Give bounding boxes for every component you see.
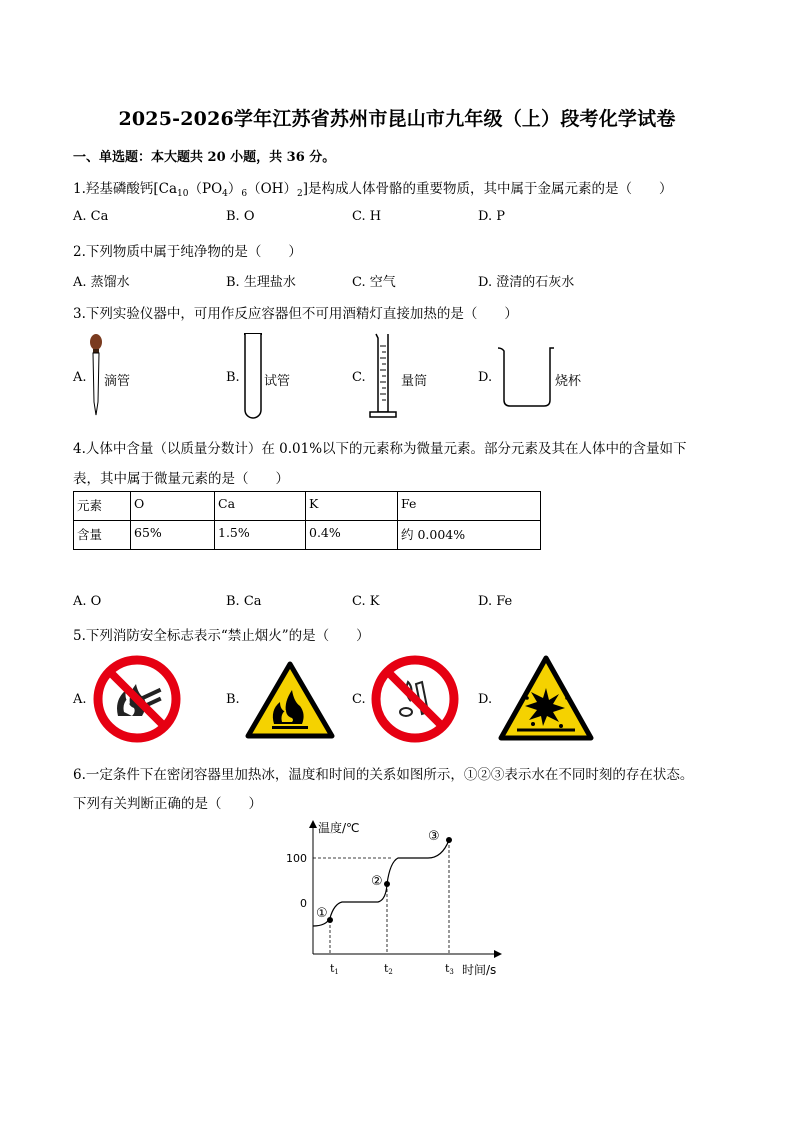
q4-option-d[interactable]: D. Fe (478, 594, 513, 609)
q3-option-b-letter[interactable]: B. (226, 370, 240, 385)
graduated-cylinder-icon (366, 332, 400, 420)
q3-option-d-letter[interactable]: D. (478, 370, 493, 385)
section-heading: 一、单选题：本大题共 20 小题，共 36 分。 (73, 150, 336, 165)
table-cell: 含量 (74, 521, 131, 550)
flammable-warning-sign-icon (244, 660, 336, 740)
q3-option-a-letter[interactable]: A. (73, 370, 87, 385)
table-row (74, 521, 541, 550)
q3-name-b: 试管 (264, 374, 291, 389)
q5-option-b-letter[interactable]: B. (226, 692, 240, 707)
x-tick-t1: t (330, 962, 335, 975)
question-4-line-1: 4.人体中含量（以质量分数计）在 0.01%以下的元素称为微量元素。部分元素及其在人体中的含量如下 (73, 441, 687, 457)
q2-option-b[interactable]: B. 生理盐水 (226, 275, 296, 290)
question-6-line-1: 6.一定条件下在密闭容器里加热冰，温度和时间的关系如图所示，①②③表示水在不同时刻的存在状态。 (73, 767, 694, 783)
y-tick-label: 100 (286, 852, 307, 865)
q3-option-c-letter[interactable]: C. (352, 370, 366, 385)
q1-option-b[interactable]: B. O (226, 209, 255, 224)
table-cell: 1.5% (215, 521, 306, 550)
table-cell: 约 0.004% (398, 521, 541, 550)
beaker-icon (496, 344, 556, 408)
data-point (384, 881, 390, 887)
q3-name-c: 量筒 (401, 374, 428, 389)
table-cell: 0.4% (306, 521, 398, 550)
x-tick-label: t1 (330, 962, 339, 976)
question-1: 1.羟基磷酸钙$[Ca_{10}(PO_4)_6(OH)_2]$是构成人体骨骼的重要物质，其中属于金属元素的是（ ） (73, 181, 673, 199)
q2-option-d[interactable]: D. 澄清的石灰水 (478, 275, 575, 290)
q4-option-a[interactable]: A. O (73, 594, 102, 609)
y-tick-label: 0 (300, 897, 307, 910)
q4-option-b[interactable]: B. Ca (226, 594, 262, 609)
q4-option-c[interactable]: C. K (352, 594, 380, 609)
table-cell: Fe (398, 492, 541, 521)
question-5: 5.下列消防安全标志表示“禁止烟火”的是（ ） (73, 628, 370, 644)
page-title: 2025-2026学年江苏省苏州市昆山市九年级（上）段考化学试卷 (118, 108, 676, 130)
question-3: 3.下列实验仪器中，可用作反应容器但不可用酒精灯直接加热的是（ ） (73, 306, 518, 322)
point-label-2: ② (371, 874, 383, 889)
q1-option-c[interactable]: C. H (352, 209, 382, 224)
x-tick-label: t3 (445, 962, 454, 976)
dropper-icon (86, 332, 106, 418)
q5-option-d-letter[interactable]: D. (478, 692, 493, 707)
x-tick-label: t2 (384, 962, 393, 976)
q1-option-a[interactable]: A. Ca (73, 209, 109, 224)
explosive-warning-sign-icon (497, 654, 595, 744)
element-content-table (73, 491, 541, 550)
q5-option-c-letter[interactable]: C. (352, 692, 366, 707)
data-point (327, 917, 333, 923)
question-6-line-2: 下列有关判断正确的是（ ） (73, 796, 262, 812)
point-label-1: ① (316, 906, 328, 921)
table-cell: Ca (215, 492, 306, 521)
q1-option-d[interactable]: D. P (478, 209, 505, 224)
temperature-time-chart (280, 814, 510, 980)
no-open-flame-sign-icon (92, 654, 182, 744)
test-tube-icon (240, 332, 266, 424)
table-cell: 元素 (74, 492, 131, 521)
question-2: 2.下列物质中属于纯净物的是（ ） (73, 244, 302, 260)
x-axis-label: 时间/s (462, 963, 497, 977)
point-label-3: ③ (428, 829, 440, 844)
no-smoking-sign-icon (370, 654, 460, 744)
q3-name-d: 烧杯 (555, 374, 582, 389)
q3-name-a: 滴管 (104, 374, 131, 389)
q5-option-a-letter[interactable]: A. (73, 692, 87, 707)
table-row (74, 492, 541, 521)
table-cell: O (131, 492, 215, 521)
q2-option-c[interactable]: C. 空气 (352, 275, 396, 290)
y-axis-label: 温度/℃ (318, 821, 360, 835)
table-cell: K (306, 492, 398, 521)
question-4-line-2: 表，其中属于微量元素的是（ ） (73, 471, 289, 487)
table-cell: 65% (131, 521, 215, 550)
q2-option-a[interactable]: A. 蒸馏水 (73, 275, 130, 290)
data-point (446, 837, 452, 843)
